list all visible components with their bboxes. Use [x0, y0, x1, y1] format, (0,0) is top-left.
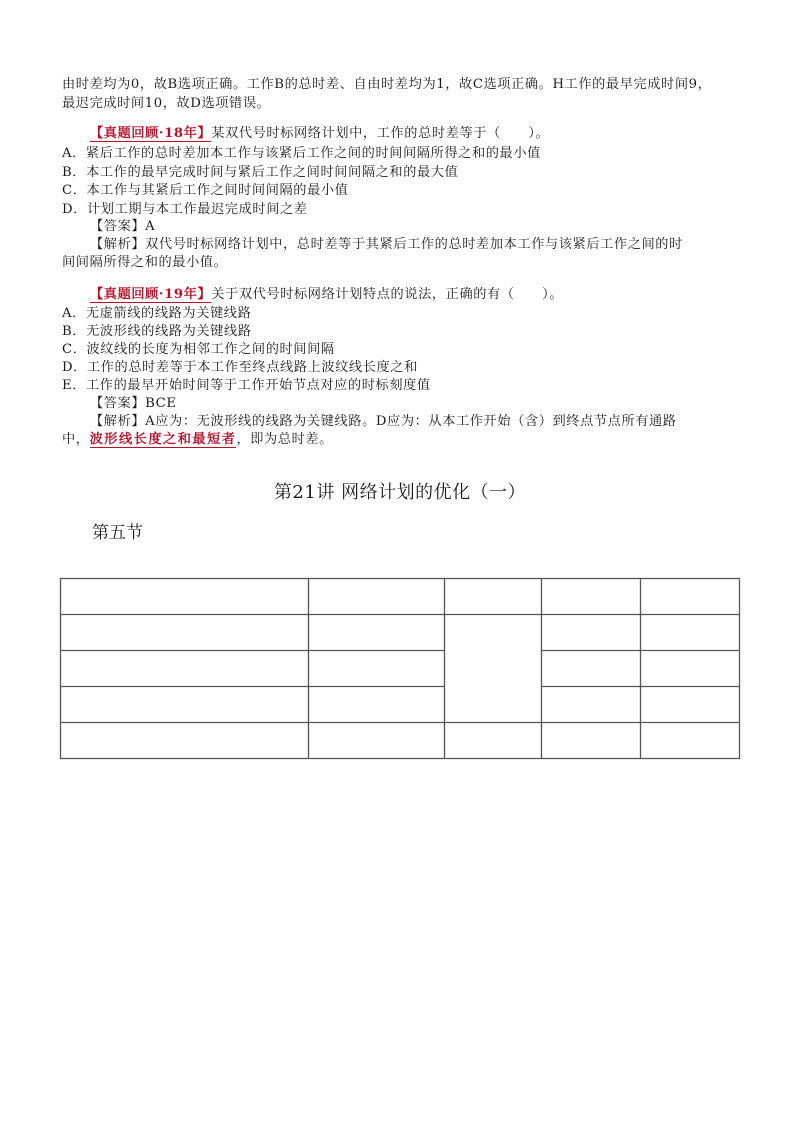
q18-answer: 【答案】A — [90, 219, 156, 234]
q19-option-a: A．无虚箭线的线路为关键线路 — [62, 306, 252, 321]
q19-stem: 关于双代号时标网络计划特点的说法，正确的有（ ）。 — [211, 287, 564, 302]
q18-analysis-1: 【解析】双代号时标网络计划中，总时差等于其紧后工作的总时差加本工作与该紧后工作之间的时 — [90, 237, 683, 252]
q18-option-b: B．本工作的最早完成时间与紧后工作之间时间间隔之和的最大值 — [62, 165, 459, 180]
q18-option-d: D．计划工期与本工作最迟完成时间之差 — [62, 202, 308, 217]
lecture-title: 第21讲 网络计划的优化（一） — [273, 482, 527, 503]
q18-tag: 【真题回顾·18年】 — [90, 126, 212, 141]
q19-tag: 【真题回顾·19年】 — [90, 287, 212, 302]
prev-line-1: 由时差均为0，故B选项正确。工作B的总时差、自由时差均为1，故C选项正确。H工作的最早完成时间9， — [62, 77, 712, 92]
q19-option-e: E．工作的最早开始时间等于工作开始节点对应的时标刻度值 — [62, 378, 431, 393]
q19-option-d: D．工作的总时差等于本工作至终点线路上波纹线长度之和 — [62, 360, 418, 375]
q19-answer: 【答案】BCE — [90, 396, 177, 411]
q18-analysis-2: 间间隔所得之和的最小值。 — [62, 255, 228, 270]
q18-stem: 某双代号时标网络计划中，工作的总时差等于（ ）。 — [211, 126, 550, 141]
q19-analysis-2-post: ，即为总时差。 — [236, 432, 333, 447]
q19-option-c: C．波纹线的长度为相邻工作之间的时间间隔 — [62, 342, 335, 357]
q19-analysis-2-pre: 中， — [62, 432, 90, 447]
q19-option-b: B．无波形线的线路为关键线路 — [62, 324, 252, 339]
q19-analysis-1: 【解析】A应为：无波形线的线路为关键线路。D应为：从本工作开始（含）到终点节点所有通路 — [90, 414, 677, 429]
q18-option-c: C．本工作与其紧后工作之间时间间隔的最小值 — [62, 183, 349, 198]
q19-analysis-emphasis: 波形线长度之和最短者 — [89, 432, 237, 447]
table-border — [61, 579, 740, 759]
prev-line-2: 最迟完成时间10，故D选项错误。 — [62, 96, 271, 111]
section-title: 第五节 — [92, 523, 143, 543]
q18-option-a: A．紧后工作的总时差加本工作与该紧后工作之间的时间间隔所得之和的最小值 — [62, 146, 541, 161]
